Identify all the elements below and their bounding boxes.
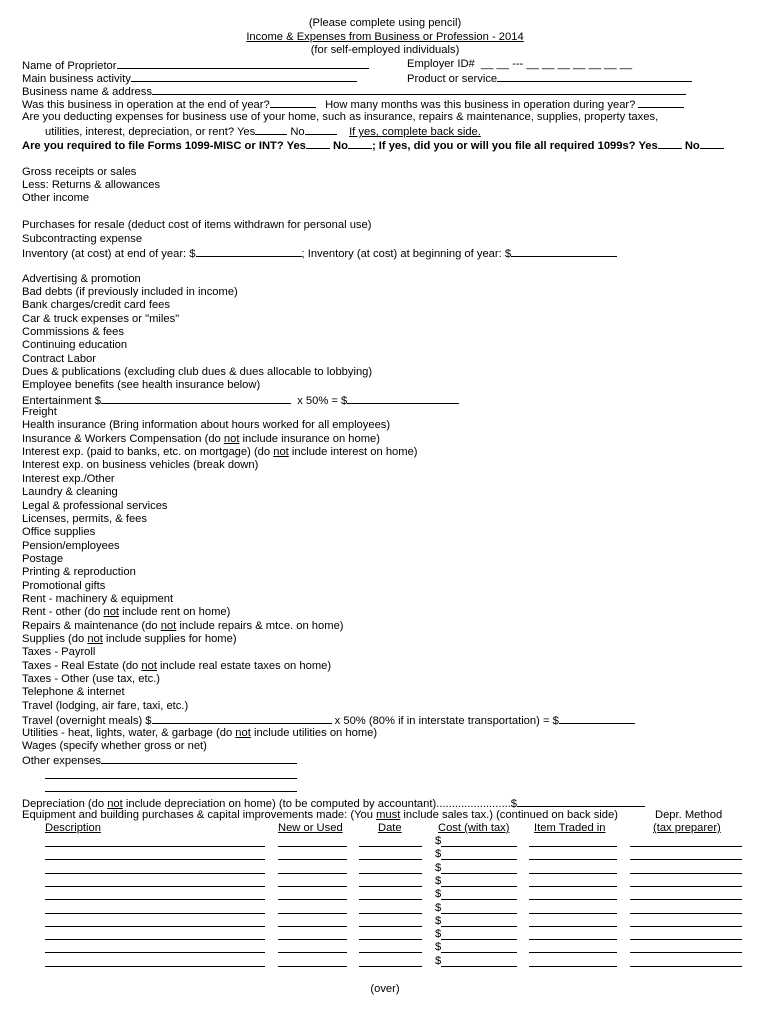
- col-description: Description: [45, 822, 101, 834]
- table-cell-blank[interactable]: [45, 873, 265, 874]
- exp-bad-debts: Bad debts (if previously included in income): [22, 286, 238, 298]
- table-cell-blank[interactable]: [630, 846, 742, 847]
- exp-telephone: Telephone & internet: [22, 686, 125, 698]
- table-cell-blank[interactable]: [359, 899, 422, 900]
- exp-taxes-other: Taxes - Other (use tax, etc.): [22, 673, 161, 685]
- table-cell-blank[interactable]: [630, 913, 742, 914]
- table-cell-blank[interactable]: [630, 859, 742, 860]
- table-cell-blank[interactable]: [441, 859, 517, 860]
- exp-interest-vehicles: Interest exp. on business vehicles (break down): [22, 459, 259, 471]
- exp-health-insurance: Health insurance (Bring information about hours worked for all employees): [22, 419, 391, 431]
- employer-id-mask: __ __ --- __ __ __ __ __ __ __: [481, 58, 633, 70]
- home-expense-answer: utilities, interest, depreciation, or rent? Yes No If yes, complete back side.: [45, 126, 481, 138]
- exp-contract-labor: Contract Labor: [22, 353, 97, 365]
- exp-bank-charges: Bank charges/credit card fees: [22, 299, 170, 311]
- business-activity-label: Main business activity: [22, 73, 131, 85]
- form-instruction: (Please complete using pencil): [308, 17, 462, 29]
- table-cell-blank[interactable]: [278, 873, 347, 874]
- table-cell-blank[interactable]: [529, 939, 617, 940]
- cost-dollar-sign: $: [435, 835, 442, 847]
- exp-printing: Printing & reproduction: [22, 566, 136, 578]
- exp-wages: Wages (specify whether gross or net): [22, 740, 207, 752]
- inventory-line: [22, 246, 617, 261]
- col-item-traded: Item Traded in: [534, 822, 606, 834]
- table-cell-blank[interactable]: [359, 926, 422, 927]
- exp-taxes-real-estate: Taxes - Real Estate (do not include real estate taxes on home): [22, 660, 332, 672]
- col-date: Date: [378, 822, 402, 834]
- table-cell-blank[interactable]: [441, 913, 517, 914]
- col-new-used: New or Used: [278, 822, 343, 834]
- table-cell-blank[interactable]: [359, 846, 422, 847]
- table-cell-blank[interactable]: [45, 913, 265, 914]
- table-cell-blank[interactable]: [278, 899, 347, 900]
- exp-supplies: Supplies (do not include supplies for home): [22, 633, 237, 645]
- table-cell-blank[interactable]: [45, 966, 265, 967]
- exp-repairs: Repairs & maintenance (do not include repairs & mtce. on home): [22, 620, 344, 632]
- cost-dollar-sign: $: [435, 861, 442, 874]
- entertainment-amount-blank[interactable]: [101, 393, 291, 404]
- exp-legal: Legal & professional services: [22, 500, 168, 512]
- exp-other: Other expenses: [22, 753, 297, 768]
- cost-dollar-sign: $: [435, 901, 442, 914]
- exp-office-supplies: Office supplies: [22, 526, 96, 538]
- inventory-end-blank[interactable]: [196, 246, 302, 257]
- table-cell-blank[interactable]: [630, 873, 742, 874]
- months-answer-blank[interactable]: [638, 97, 684, 108]
- table-cell-blank[interactable]: [441, 966, 517, 967]
- table-cell-blank[interactable]: [359, 939, 422, 940]
- employer-id-field[interactable]: [407, 58, 632, 71]
- cogs-subcontracting: Subcontracting expense: [22, 233, 143, 245]
- exp-interest-other: Interest exp./Other: [22, 473, 115, 485]
- product-service-label: Product or service: [407, 73, 498, 85]
- income-gross-receipts: Gross receipts or sales: [22, 166, 137, 178]
- operation-answer-blank[interactable]: [270, 97, 316, 108]
- exp-advertising: Advertising & promotion: [22, 273, 141, 285]
- cost-dollar-sign: $: [435, 874, 442, 887]
- form-title: Income & Expenses from Business or Profession - 2014: [246, 31, 524, 43]
- table-cell-blank[interactable]: [278, 846, 347, 847]
- cost-dollar-sign: $: [435, 954, 442, 967]
- inventory-begin-blank[interactable]: [511, 246, 617, 257]
- page-footer: (over): [370, 983, 400, 995]
- exp-entertainment: Entertainment $ x 50% = $: [22, 393, 459, 408]
- exp-insurance: Insurance & Workers Compensation (do not include insurance on home): [22, 433, 381, 445]
- travel-meals-amount-blank[interactable]: [152, 713, 332, 724]
- table-cell-blank[interactable]: [278, 859, 347, 860]
- table-cell-blank[interactable]: [441, 939, 517, 940]
- exp-postage: Postage: [22, 553, 64, 565]
- table-cell-blank[interactable]: [359, 886, 422, 887]
- table-cell-blank[interactable]: [45, 886, 265, 887]
- table-cell-blank[interactable]: [278, 913, 347, 914]
- exp-rent-machinery: Rent - machinery & equipment: [22, 593, 174, 605]
- exp-commissions: Commissions & fees: [22, 326, 124, 338]
- exp-interest-mortgage: Interest exp. (paid to banks, etc. on mortgage) (do not include interest on home): [22, 446, 418, 458]
- travel-meals-result-blank[interactable]: [559, 713, 635, 724]
- inventory-begin-label: ; Inventory (at cost) at beginning of year: $: [301, 248, 512, 260]
- table-cell-blank[interactable]: [359, 859, 422, 860]
- depr-method-header: Depr. Method: [655, 809, 723, 821]
- table-cell-blank[interactable]: [630, 939, 742, 940]
- exp-dues: Dues & publications (excluding club dues & dues allocable to lobbying): [22, 366, 373, 378]
- table-cell-blank[interactable]: [529, 846, 617, 847]
- cost-dollar-sign: $: [435, 914, 442, 927]
- other-expenses-blank-1[interactable]: [101, 753, 297, 764]
- table-cell-blank[interactable]: [441, 926, 517, 927]
- exp-taxes-payroll: Taxes - Payroll: [22, 646, 96, 658]
- cost-dollar-sign: $: [435, 941, 442, 954]
- inventory-end-label: Inventory (at cost) at end of year: $: [22, 248, 196, 260]
- exp-education: Continuing education: [22, 339, 128, 351]
- table-cell-blank[interactable]: [45, 926, 265, 927]
- table-cell-blank[interactable]: [45, 899, 265, 900]
- table-cell-blank[interactable]: [529, 873, 617, 874]
- table-cell-blank[interactable]: [359, 952, 422, 953]
- 1099-yes-blank[interactable]: [306, 138, 330, 149]
- exp-licenses: Licenses, permits, & fees: [22, 513, 147, 525]
- depreciation-blank[interactable]: [517, 796, 645, 807]
- exp-car-truck: Car & truck expenses or "miles": [22, 313, 180, 325]
- table-cell-blank[interactable]: [441, 846, 517, 847]
- exp-rent-other: Rent - other (do not include rent on home): [22, 606, 231, 618]
- exp-utilities: Utilities - heat, lights, water, & garbage (do not include utilities on home): [22, 727, 378, 739]
- table-cell-blank[interactable]: [529, 913, 617, 914]
- months-question: How many months was this business in operation during year?: [325, 99, 636, 111]
- cost-dollar-sign: $: [435, 888, 442, 901]
- table-cell-blank[interactable]: [441, 886, 517, 887]
- table-cell-blank[interactable]: [359, 913, 422, 914]
- table-cell-blank[interactable]: [359, 966, 422, 967]
- exp-laundry: Laundry & cleaning: [22, 486, 118, 498]
- cost-dollar-sign: $: [435, 848, 442, 861]
- 1099-filed-yes-blank[interactable]: [658, 138, 682, 149]
- home-no-blank[interactable]: [305, 124, 337, 135]
- operation-question: Was this business in operation at the end of year? How many months was this business in operation during year?: [22, 97, 684, 112]
- table-cell-blank[interactable]: [441, 952, 517, 953]
- entertainment-50-blank[interactable]: [347, 393, 459, 404]
- 1099-no-blank[interactable]: [348, 138, 372, 149]
- table-cell-blank[interactable]: [45, 846, 265, 847]
- table-cell-blank[interactable]: [278, 926, 347, 927]
- table-cell-blank[interactable]: [45, 859, 265, 860]
- table-cell-blank[interactable]: [529, 886, 617, 887]
- depreciation-line: Depreciation (do not include depreciation on home) (to be computed by accountant)........................$: [22, 796, 645, 811]
- table-cell-blank[interactable]: [630, 926, 742, 927]
- 1099-filed-no-blank[interactable]: [700, 138, 724, 149]
- table-cell-blank[interactable]: [441, 873, 517, 874]
- table-cell-blank[interactable]: [278, 952, 347, 953]
- table-cell-blank[interactable]: [278, 939, 347, 940]
- table-cell-blank[interactable]: [630, 886, 742, 887]
- cost-dollar-sign: $: [435, 928, 442, 941]
- table-cell-blank[interactable]: [278, 886, 347, 887]
- other-expenses-blank-3[interactable]: [45, 791, 297, 792]
- table-cell-blank[interactable]: [45, 939, 265, 940]
- table-cell-blank[interactable]: [529, 859, 617, 860]
- col-tax-preparer: (tax preparer): [653, 822, 721, 834]
- table-cell-blank[interactable]: [359, 873, 422, 874]
- home-note: If yes, complete back side.: [349, 126, 481, 138]
- home-expense-question: Are you deducting expenses for business use of your home, such as insurance, repairs & maintenance, supplies, property taxes,: [22, 111, 659, 123]
- table-cell-blank[interactable]: [529, 952, 617, 953]
- equipment-line: Equipment and building purchases & capital improvements made: (You must include sales tax.) (continued on back side): [22, 809, 618, 821]
- exp-pension: Pension/employees: [22, 540, 120, 552]
- income-returns: Less: Returns & allowances: [22, 179, 161, 191]
- home-yes-blank[interactable]: [255, 124, 287, 135]
- table-cell-blank[interactable]: [529, 926, 617, 927]
- exp-travel-meals: Travel (overnight meals) $ x 50% (80% if in interstate transportation) = $: [22, 713, 635, 728]
- exp-travel-lodging: Travel (lodging, air fare, taxi, etc.): [22, 700, 189, 712]
- cogs-purchases: Purchases for resale (deduct cost of items withdrawn for personal use): [22, 219, 372, 231]
- table-cell-blank[interactable]: [278, 966, 347, 967]
- income-other: Other income: [22, 192, 90, 204]
- col-cost: Cost (with tax): [438, 822, 510, 834]
- exp-freight: Freight: [22, 406, 57, 418]
- employer-id-label: Employer ID#: [407, 58, 475, 70]
- table-cell-blank[interactable]: [630, 899, 742, 900]
- proprietor-name-label: Name of Proprietor: [22, 60, 117, 72]
- form-subtitle: (for self-employed individuals): [310, 44, 460, 56]
- exp-employee-benefits: Employee benefits (see health insurance below): [22, 379, 261, 391]
- table-cell-blank[interactable]: [529, 966, 617, 967]
- table-cell-blank[interactable]: [441, 899, 517, 900]
- exp-promotional-gifts: Promotional gifts: [22, 580, 106, 592]
- table-cell-blank[interactable]: [630, 952, 742, 953]
- other-expenses-blank-2[interactable]: [45, 778, 297, 779]
- table-cell-blank[interactable]: [45, 952, 265, 953]
- table-cell-blank[interactable]: [630, 966, 742, 967]
- form-1099-question: Are you required to file Forms 1099-MISC or INT? Yes No ; If yes, did you or will you file all required 1099s? Yes No: [22, 138, 724, 153]
- table-cell-blank[interactable]: [529, 899, 617, 900]
- business-name-label: Business name & address: [22, 86, 152, 98]
